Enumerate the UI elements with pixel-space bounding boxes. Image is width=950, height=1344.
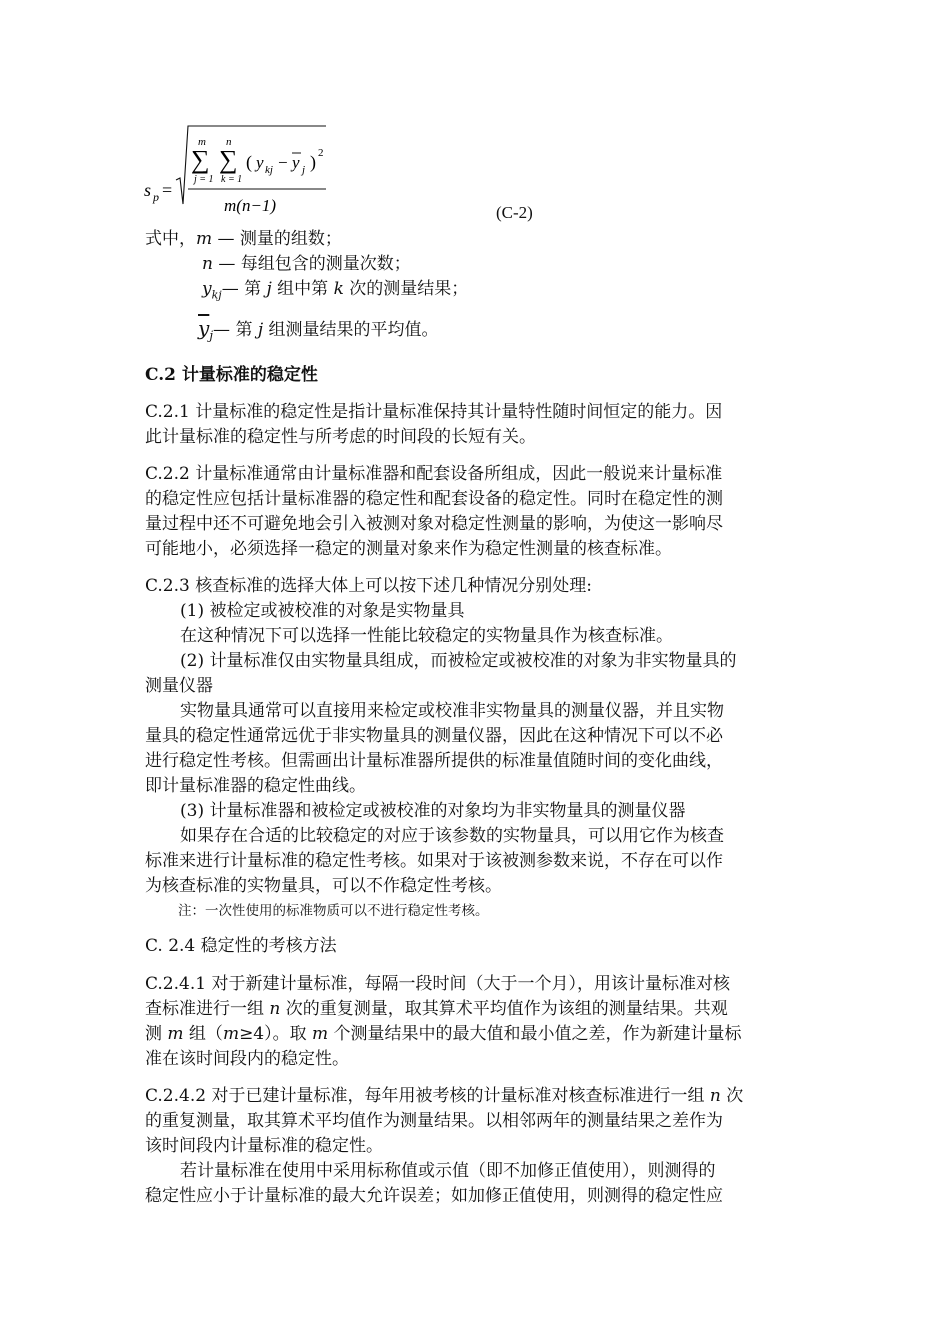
paragraph-line: 即计量标准器的稳定性曲线。 (145, 776, 366, 796)
term-ybar: y (292, 153, 300, 172)
symbol-def-ybar (198, 317, 439, 346)
formula-equals: = (162, 180, 173, 200)
term-y: y (256, 153, 264, 172)
symbol-ybar-desc-b: 组测量结果的平均值。 (263, 320, 439, 340)
symbol-ykj-j: j (266, 279, 272, 299)
section-heading-c2: C.2 计量标准的稳定性 (145, 365, 318, 385)
sum1-top: m (198, 136, 206, 148)
symbol-ybar: $\overline{y}$ (198, 316, 210, 340)
sum1-symbol: ∑ (191, 145, 210, 174)
square-exponent: 2 (318, 147, 324, 159)
symbol-m-desc: — 测量的组数； (212, 229, 342, 249)
symbol-ybar-sub: j (209, 328, 214, 343)
section-heading-c24: C. 2.4 稳定性的考核方法 (145, 936, 337, 956)
symbol-ykj-sub: kj (211, 288, 222, 302)
p242-line-2: 的重复测量，取其算术平均值作为测量结果。以相邻两年的测量结果之差作为 (145, 1111, 723, 1131)
list-item-3: (3) 计量标准器和被检定或被校准的对象均为非实物量具的测量仪器 (180, 801, 686, 821)
p241-l3c: ≥4）。取 (239, 1024, 313, 1044)
symbol-n-desc: — 每组包含的测量次数； (212, 254, 411, 274)
symbol-ykj-k: k (333, 279, 344, 299)
p241-line-1: C.2.4.1 对于新建计量标准，每隔一段时间（大于一个月），用该计量标准对核 (145, 974, 730, 994)
paragraph-line: 测量仪器 (145, 676, 213, 696)
symbol-ybar-j: j (257, 320, 264, 340)
paragraph-line: 的稳定性应包括计量标准器的稳定性和配套设备的稳定性。同时在稳定性的测 (145, 489, 723, 509)
p242-line-5: 稳定性应小于计量标准的最大允许误差；如加修正值使用，则测得的稳定性应 (145, 1186, 723, 1206)
p241-m3: m (312, 1024, 329, 1044)
p242-line-1 (145, 1085, 743, 1107)
list-item-1: (1) 被检定或被校准的对象是实物量具 (180, 601, 465, 621)
symbol-def-ykj (202, 278, 468, 306)
list-item-2: (2) 计量标准仅由实物量具组成，而被检定或被校准的对象为非实物量具的 (180, 651, 737, 671)
p241-l3b: 组（ (183, 1024, 223, 1044)
symbol-ykj: y (202, 279, 212, 299)
symbol-ybar-desc-a: — 第 (213, 320, 258, 340)
sum1-bottom: j = 1 (194, 174, 214, 185)
paragraph-line: 实物量具通常可以直接用来检定或校准非实物量具的测量仪器，并且实物 (180, 701, 724, 721)
p241-line-2 (145, 998, 728, 1020)
p242-l1b: 次 (720, 1086, 744, 1106)
p241-m: m (167, 1024, 184, 1044)
symbol-n: n (202, 254, 213, 274)
paragraph-line: C.2.3 核查标准的选择大体上可以按下述几种情况分别处理: (145, 576, 592, 596)
symbol-ykj-desc-b: 组中第 (271, 279, 334, 299)
p242-l1a: C.2.4.2 对于已建计量标准，每年用被考核的计量标准对核查标准进行一组 (145, 1086, 710, 1106)
p242-line-3: 该时间段内计量标准的稳定性。 (145, 1136, 383, 1156)
p241-n: n (269, 999, 281, 1019)
paragraph-line: C.2.2 计量标准通常由计量标准器和配套设备所组成，因此一般说来计量标准 (145, 464, 723, 484)
p241-l3a: 测 (145, 1024, 168, 1044)
symbol-ykj-desc-c: 次的测量结果； (343, 279, 469, 299)
p242-line-4: 若计量标准在使用中采用标称值或示值（即不加修正值使用），则测得的 (180, 1161, 716, 1181)
paragraph-line: 在这种情况下可以选择一性能比较稳定的实物量具作为核查标准。 (180, 626, 673, 646)
symbol-def-m (145, 228, 342, 250)
term-y-sub: kj (265, 164, 273, 176)
p241-l2a: 查标准进行一组 (145, 999, 270, 1019)
formula-lhs: s (144, 180, 152, 200)
equation-number: (C-2) (496, 203, 533, 222)
formula-lhs-sub: p (153, 190, 159, 204)
symbol-m: m (196, 229, 213, 249)
minus-sign: − (278, 153, 288, 172)
sum2-bottom: k = 1 (221, 174, 243, 185)
p241-m2: m (222, 1024, 240, 1044)
symbol-ykj-desc-a: — 第 (221, 279, 267, 299)
note-line: 注：一次性使用的标准物质可以不进行稳定性考核。 (178, 903, 489, 919)
paren-open: ( (246, 152, 252, 172)
sum2-symbol: ∑ (219, 145, 238, 174)
symbol-def-n (202, 253, 411, 275)
p241-l2b: 次的重复测量，取其算术平均值作为该组的测量结果。共观 (280, 999, 728, 1019)
p241-l3d: 个测量结果中的最大值和最小值之差，作为新建计量标 (328, 1024, 742, 1044)
p242-n: n (709, 1086, 721, 1106)
paragraph-line: C.2.1 计量标准的稳定性是指计量标准保持其计量特性随时间恒定的能力。因 (145, 402, 723, 422)
paragraph-line: 标准来进行计量标准的稳定性考核。如果对于该被测参数来说，不存在可以作 (145, 851, 723, 871)
sum2-top: n (226, 136, 232, 148)
p241-line-3 (145, 1023, 742, 1045)
paragraph-line: 如果存在合适的比较稳定的对应于该参数的实物量具，可以用它作为核查 (180, 826, 724, 846)
denominator: m(n−1) (224, 196, 277, 215)
paragraph-line: 为核查标准的实物量具，可以不作稳定性考核。 (145, 876, 502, 896)
paragraph-line: 可能地小，必须选择一稳定的测量对象来作为稳定性测量的核查标准。 (145, 539, 672, 559)
paragraph-line: 进行稳定性考核。但需画出计量标准器所提供的标准量值随时间的变化曲线， (145, 751, 723, 771)
paragraph-line: 此计量标准的稳定性与所考虑的时间段的长短有关。 (145, 427, 536, 447)
p241-line-4: 准在该时间段内的稳定性。 (145, 1049, 349, 1069)
paragraph-line: 量过程中还不可避免地会引入被测对象对稳定性测量的影响，为使这一影响尽 (145, 514, 723, 534)
term-ybar-sub: j (302, 164, 306, 176)
symbol-intro: 式中， (145, 229, 196, 249)
paren-close: ) (310, 152, 316, 172)
paragraph-line: 量具的稳定性通常远优于非实物量具的测量仪器，因此在这种情况下可以不必 (145, 726, 723, 746)
